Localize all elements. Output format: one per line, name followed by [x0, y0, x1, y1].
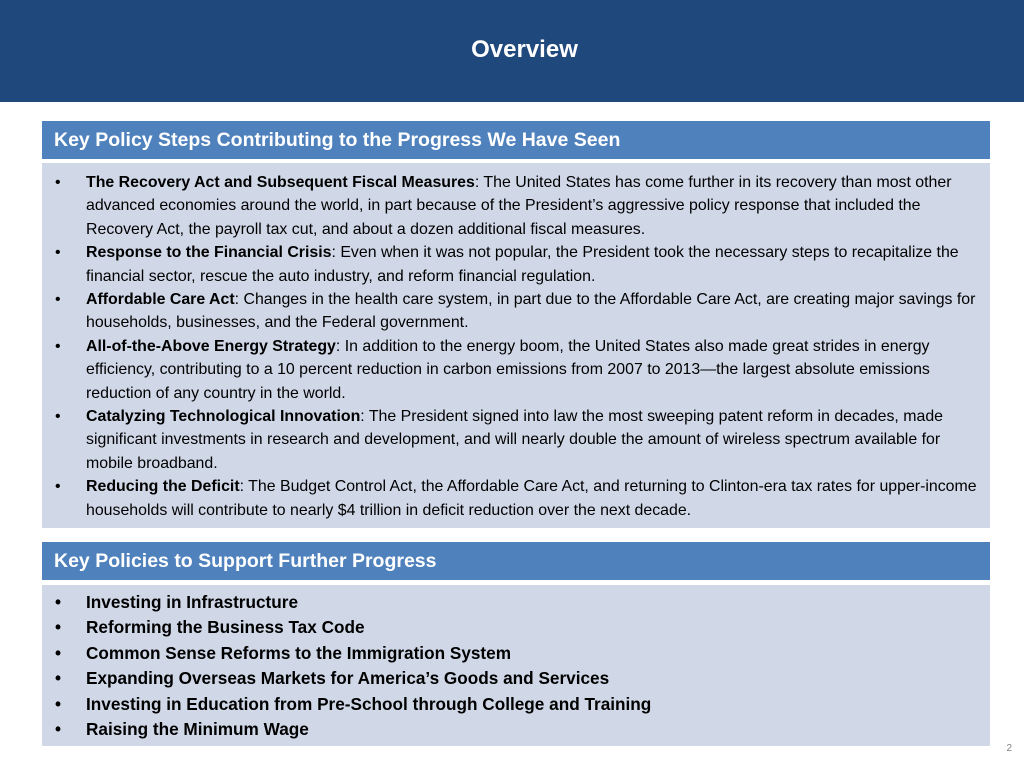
list-item [55, 475, 978, 522]
bullet-icon: • [55, 668, 62, 689]
bullet-icon: • [55, 617, 62, 638]
list-item [55, 666, 978, 691]
section-header-progress: Key Policy Steps Contributing to the Progress We Have Seen [42, 121, 990, 159]
bullet-icon: • [55, 478, 61, 496]
list-item [55, 288, 978, 335]
item-text: : Changes in the health care system, in part due to the Affordable Care Act, are creating major savings for households, businesses, and the Federal government. [86, 291, 976, 332]
list-item [55, 590, 978, 615]
bullet-icon: • [55, 642, 62, 663]
item-heading: All-of-the-Above Energy Strategy [86, 337, 336, 355]
bullet-icon: • [55, 693, 62, 714]
item-text: : The President signed into law the most sweeping patent reform in decades, made significant investments in research and development, and will nearly double the amount of wireless spectrum available for mobile broadband. [86, 408, 943, 472]
list-item [55, 335, 978, 405]
item-heading: Catalyzing Technological Innovation [86, 408, 361, 426]
bullet-icon: • [55, 174, 61, 191]
item-text: Expanding Overseas Markets for America’s Goods and Services [86, 668, 610, 689]
list-item [55, 717, 978, 742]
bullet-icon: • [55, 244, 61, 262]
bullet-icon: • [55, 719, 62, 740]
item-heading: Reducing the Deficit [86, 478, 240, 496]
section-body-further-progress [42, 585, 990, 746]
section-body-progress [42, 163, 990, 528]
item-text: Investing in Infrastructure [86, 592, 299, 612]
item-heading: Affordable Care Act [86, 291, 235, 309]
item-text: Investing in Education from Pre-School through College and Training [86, 693, 652, 714]
slide-title: Overview [471, 36, 578, 63]
item-text: : The United States has come further in its recovery than most other advanced economies around the world, in part because of the President’s aggressive policy response that included the Recovery Act, the payroll tax cut, and about a dozen additional fiscal measures. [86, 174, 952, 238]
bullet-icon: • [55, 592, 62, 612]
list-item [55, 171, 978, 241]
list-item [55, 615, 978, 640]
further-policy-list [55, 590, 978, 742]
item-text: : The Budget Control Act, the Affordable Care Act, and returning to Clinton-era tax rates for upper-income households will contribute to nearly $4 trillion in deficit reduction over the next decade. [86, 478, 977, 519]
section-header-further-progress: Key Policies to Support Further Progress [42, 542, 990, 580]
item-heading: The Recovery Act and Subsequent Fiscal Measures [86, 174, 475, 191]
item-heading: Response to the Financial Crisis [86, 244, 332, 262]
bullet-icon: • [55, 408, 61, 426]
item-text: Reforming the Business Tax Code [86, 617, 365, 638]
title-bar [0, 0, 1024, 102]
progress-policy-list [55, 171, 978, 522]
page-number: 2 [1006, 743, 1012, 754]
item-text: : Even when it was not popular, the President took the necessary steps to recapitalize the financial sector, rescue the auto industry, and reform financial regulation. [86, 244, 959, 285]
item-text: Raising the Minimum Wage [86, 719, 309, 740]
list-item [55, 641, 978, 666]
list-item [55, 241, 978, 288]
list-item [55, 692, 978, 717]
bullet-icon: • [55, 337, 61, 355]
item-text: : In addition to the energy boom, the United States also made great strides in energy efficiency, contributing to a 10 percent reduction in carbon emissions from 2007 to 2013—the largest absolute emissions reduction of any country in the world. [86, 337, 930, 402]
list-item [55, 405, 978, 475]
item-text: Common Sense Reforms to the Immigration System [86, 642, 511, 663]
bullet-icon: • [55, 291, 61, 309]
